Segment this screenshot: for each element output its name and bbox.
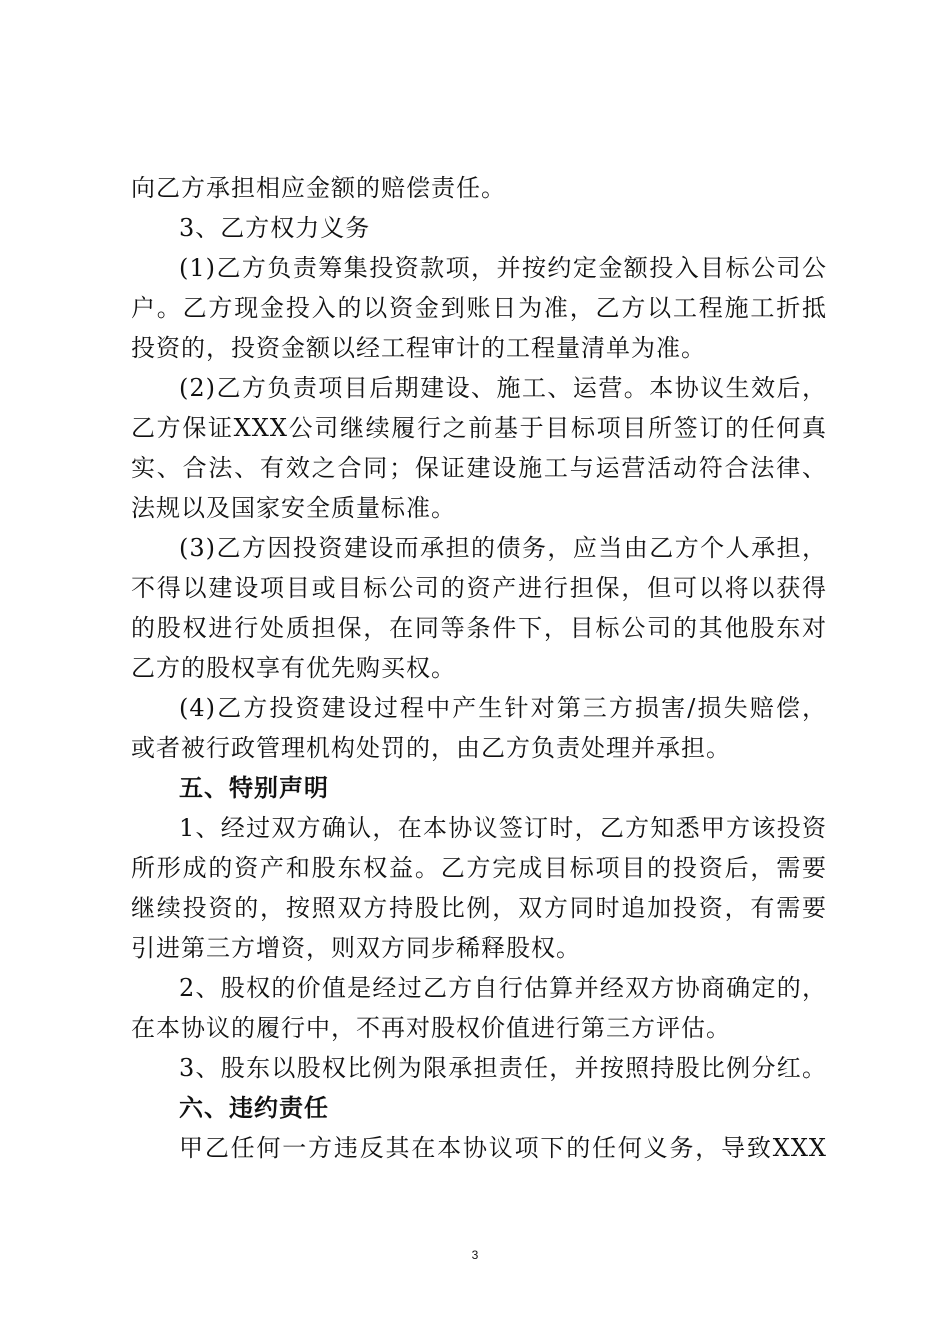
paragraph-line: 户。乙方现金投入的以资金到账日为准，乙方以工程施工折抵 xyxy=(131,294,827,322)
section-heading: 六、违约责任 xyxy=(179,1093,329,1122)
paragraph-line: 的股权进行处质担保，在同等条件下，目标公司的其他股东对 xyxy=(131,614,827,642)
clause-heading: 3、乙方权力义务 xyxy=(179,214,371,242)
paragraph-line: (2)乙方负责项目后期建设、施工、运营。本协议生效后， xyxy=(179,374,827,402)
paragraph-line: 实、合法、有效之合同；保证建设施工与运营活动符合法律、 xyxy=(131,454,827,482)
section-heading: 五、特别声明 xyxy=(179,773,329,802)
paragraph-line: 继续投资的，按照双方持股比例，双方同时追加投资，有需要 xyxy=(131,894,827,922)
paragraph-line: 法规以及国家安全质量标准。 xyxy=(131,494,456,522)
paragraph-line: (1)乙方负责筹集投资款项，并按约定金额投入目标公司公 xyxy=(179,254,827,282)
paragraph-line: 甲乙任何一方违反其在本协议项下的任何义务，导致XXX xyxy=(179,1134,827,1162)
paragraph-line: 投资的，投资金额以经工程审计的工程量清单为准。 xyxy=(131,334,706,362)
paragraph-line: 1、经过双方确认，在本协议签订时，乙方知悉甲方该投资 xyxy=(179,814,827,842)
paragraph-line: 向乙方承担相应金额的赔偿责任。 xyxy=(131,174,506,202)
paragraph-line: 或者被行政管理机构处罚的，由乙方负责处理并承担。 xyxy=(131,734,731,762)
document-body xyxy=(131,168,827,1168)
paragraph-line: 不得以建设项目或目标公司的资产进行担保，但可以将以获得 xyxy=(131,574,827,602)
paragraph-line: 所形成的资产和股东权益。乙方完成目标项目的投资后，需要 xyxy=(131,854,827,882)
paragraph-line: 乙方保证XXX公司继续履行之前基于目标项目所签订的任何真 xyxy=(131,414,827,442)
paragraph-line: 乙方的股权享有优先购买权。 xyxy=(131,654,456,682)
paragraph-line: (3)乙方因投资建设而承担的债务，应当由乙方个人承担， xyxy=(179,534,827,562)
paragraph-line: (4)乙方投资建设过程中产生针对第三方损害/损失赔偿， xyxy=(179,694,827,722)
page-number: 3 xyxy=(471,1248,479,1262)
paragraph-line: 引进第三方增资，则双方同步稀释股权。 xyxy=(131,934,581,962)
paragraph-line: 3、股东以股权比例为限承担责任，并按照持股比例分红。 xyxy=(179,1054,827,1082)
paragraph-line: 在本协议的履行中，不再对股权价值进行第三方评估。 xyxy=(131,1014,731,1042)
paragraph-line: 2、股权的价值是经过乙方自行估算并经双方协商确定的， xyxy=(179,974,827,1002)
